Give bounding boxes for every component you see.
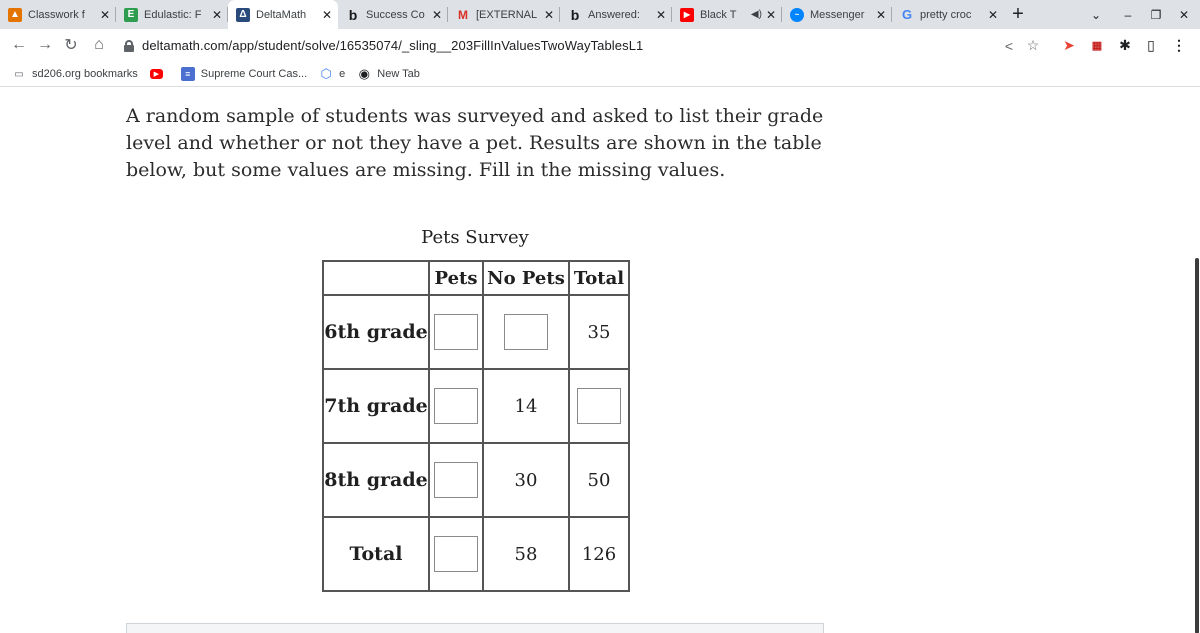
row-label: Total xyxy=(323,517,429,591)
speaker-icon[interactable]: ◀) xyxy=(750,9,762,20)
back-icon[interactable]: ← xyxy=(11,36,27,53)
tab-youtube[interactable] xyxy=(672,0,782,29)
cell-6th-pets xyxy=(429,295,483,369)
bookmark-label: Supreme Court Cas... xyxy=(200,68,308,80)
bookmark-label: New Tab xyxy=(377,68,420,80)
reload-icon[interactable]: ↻ xyxy=(64,37,78,54)
table-row xyxy=(323,295,629,369)
cell-7th-no-pets: 14 xyxy=(483,369,569,443)
answer-input[interactable] xyxy=(504,314,548,350)
cell-7th-total xyxy=(569,369,629,443)
close-icon[interactable]: ✕ xyxy=(543,7,554,22)
tab-answered[interactable] xyxy=(560,0,672,29)
row-label: 8th grade xyxy=(323,443,429,517)
tab-classwork[interactable] xyxy=(0,0,116,29)
lock-icon xyxy=(124,40,134,52)
tab-strip xyxy=(0,0,1200,29)
bookmark-new-tab[interactable] xyxy=(357,67,420,81)
youtube-icon: ▶ xyxy=(150,69,163,79)
bookmark-label: sd206.org bookmarks xyxy=(32,68,138,80)
tab-label: Messenger xyxy=(810,8,865,21)
globe-icon: ◉ xyxy=(358,66,370,81)
menu-icon[interactable]: ⋮ xyxy=(1172,37,1186,53)
close-icon[interactable]: ✕ xyxy=(875,7,886,22)
tab-label: DeltaMath xyxy=(256,8,307,21)
bookmark-youtube[interactable] xyxy=(150,69,169,79)
tab-label: Classwork f xyxy=(28,8,85,21)
edulastic-icon: E xyxy=(124,8,138,22)
cell-grand-total: 126 xyxy=(569,517,629,591)
bookmarks-bar xyxy=(0,62,1200,87)
url-text: deltamath.com/app/student/solve/16535074/_sling__203FillInValuesTwoWayTablesL1 xyxy=(142,38,644,53)
cell-7th-pets xyxy=(429,369,483,443)
tab-deltamath[interactable] xyxy=(228,0,338,29)
home-icon[interactable]: ⌂ xyxy=(94,36,104,53)
extension-cast-icon[interactable]: ➤ xyxy=(1063,37,1075,53)
tab-success[interactable] xyxy=(338,0,448,29)
tab-label: Answered: xyxy=(588,8,640,21)
table-row xyxy=(323,369,629,443)
corner-cell xyxy=(323,261,429,295)
browser-toolbar xyxy=(0,29,1200,62)
tab-label: Black T xyxy=(700,8,737,21)
cell-6th-no-pets xyxy=(483,295,569,369)
table-row xyxy=(323,443,629,517)
column-header: Pets xyxy=(429,261,483,295)
bookmark-extension[interactable] xyxy=(319,67,345,81)
document-icon: ≡ xyxy=(181,67,195,81)
tab-google[interactable] xyxy=(892,0,1004,29)
answer-input[interactable] xyxy=(434,388,478,424)
tab-label: pretty croc xyxy=(920,8,972,21)
tab-label: [EXTERNAL xyxy=(476,8,538,21)
cell-total-pets xyxy=(429,517,483,591)
brainly-icon: b xyxy=(570,6,580,23)
forward-icon[interactable]: → xyxy=(37,36,53,53)
close-icon[interactable]: ✕ xyxy=(431,7,442,22)
folder-icon: ▭ xyxy=(14,68,24,80)
close-icon[interactable]: ✕ xyxy=(655,7,666,22)
classroom-icon: ▲ xyxy=(8,8,22,22)
close-icon[interactable]: ✕ xyxy=(211,7,222,22)
cell-6th-total: 35 xyxy=(569,295,629,369)
restore-icon[interactable]: ❐ xyxy=(1150,7,1162,22)
next-panel-edge xyxy=(126,623,824,633)
answer-input[interactable] xyxy=(434,462,478,498)
close-icon[interactable]: ✕ xyxy=(321,7,332,22)
two-way-table xyxy=(322,260,630,592)
share-icon[interactable]: < xyxy=(1004,37,1014,54)
address-bar[interactable] xyxy=(124,32,1060,59)
tab-gmail[interactable] xyxy=(448,0,560,29)
tab-messenger[interactable] xyxy=(782,0,892,29)
puzzle-icon[interactable]: ✱ xyxy=(1119,37,1131,53)
google-icon: G xyxy=(901,7,913,22)
tab-label: Success Co xyxy=(366,8,425,21)
answer-input[interactable] xyxy=(434,536,478,572)
messenger-icon: ~ xyxy=(790,8,804,22)
cell-8th-no-pets: 30 xyxy=(483,443,569,517)
minimize-icon[interactable]: – xyxy=(1124,7,1132,22)
answer-input[interactable] xyxy=(434,314,478,350)
tab-search-icon[interactable]: ⌄ xyxy=(1090,7,1102,22)
page-content xyxy=(0,87,1200,633)
row-label: 7th grade xyxy=(323,369,429,443)
tab-label: Edulastic: F xyxy=(144,8,202,21)
table-header-row xyxy=(323,261,629,295)
cell-8th-pets xyxy=(429,443,483,517)
cell-8th-total: 50 xyxy=(569,443,629,517)
table-title: Pets Survey xyxy=(421,227,529,248)
table-row xyxy=(323,517,629,591)
scrollbar[interactable] xyxy=(1195,258,1199,633)
question-text: A random sample of students was surveyed and asked to list their grade level and whether or not they have a pet. Results are shown in the table below, but some values are missing. Fill in the missing values. xyxy=(126,105,824,181)
new-tab-button[interactable]: + xyxy=(1012,3,1024,25)
brainly-icon: b xyxy=(348,6,358,23)
extension-badge-icon[interactable]: ▦ xyxy=(1091,40,1103,52)
close-icon[interactable]: ✕ xyxy=(99,7,110,22)
youtube-icon: ▶ xyxy=(680,8,694,22)
deltamath-icon: Δ xyxy=(236,8,250,22)
answer-input[interactable] xyxy=(577,388,621,424)
bookmark-label: e xyxy=(339,68,346,80)
bookmark-folder[interactable] xyxy=(12,67,138,81)
column-header: Total xyxy=(569,261,629,295)
column-header: No Pets xyxy=(483,261,569,295)
extension-icon: ⬡ xyxy=(320,66,332,81)
close-icon[interactable]: ✕ xyxy=(987,7,998,22)
bookmark-supreme-court[interactable] xyxy=(181,67,307,81)
gmail-icon: M xyxy=(458,7,468,22)
row-label: 6th grade xyxy=(323,295,429,369)
close-icon[interactable]: ✕ xyxy=(765,7,776,22)
cell-total-no-pets: 58 xyxy=(483,517,569,591)
tab-edulastic[interactable] xyxy=(116,0,228,29)
close-window-icon[interactable]: ✕ xyxy=(1178,7,1190,22)
sidepanel-icon[interactable]: ▯ xyxy=(1147,37,1155,53)
star-icon[interactable]: ☆ xyxy=(1026,37,1040,53)
